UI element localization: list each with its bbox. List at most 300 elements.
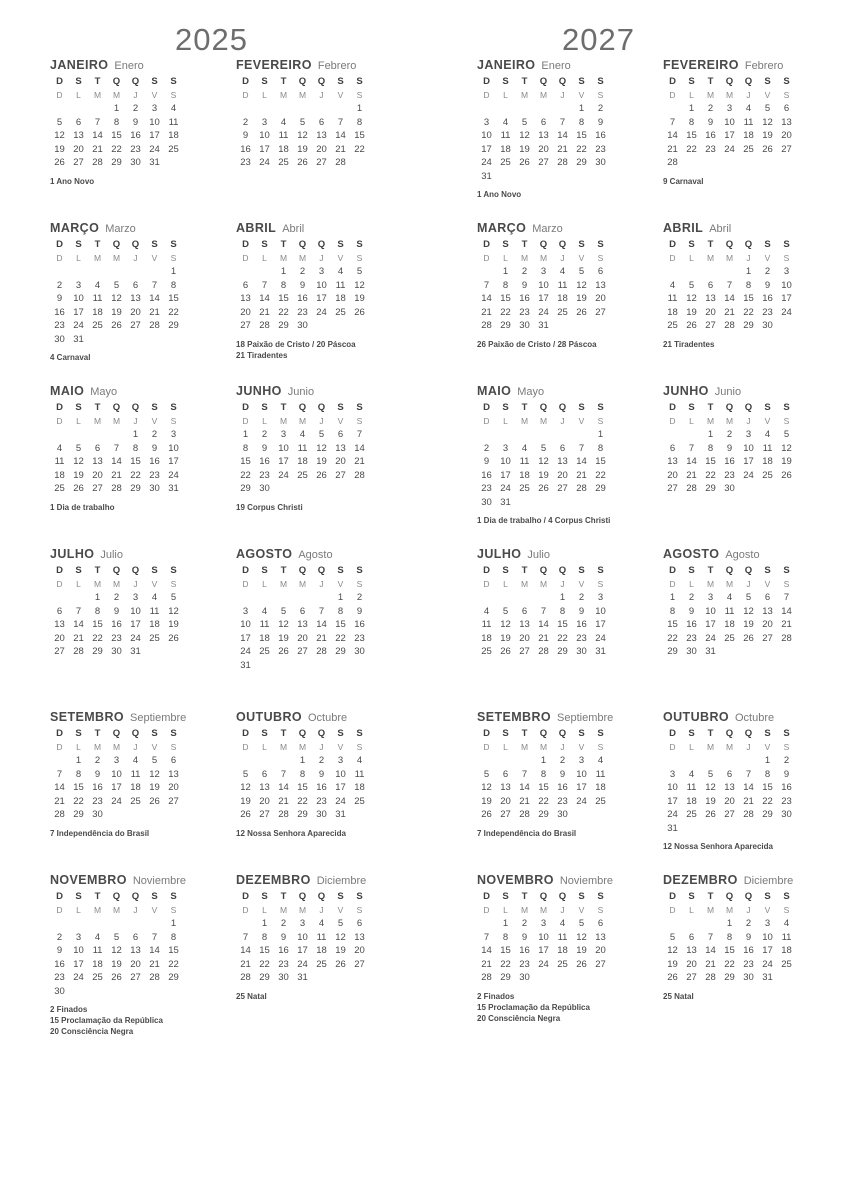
- day-cell[interactable]: 16: [297, 293, 308, 305]
- day-cell[interactable]: 26: [168, 632, 179, 644]
- day-cell[interactable]: 5: [75, 442, 82, 454]
- day-cell[interactable]: 23: [278, 958, 289, 970]
- day-cell[interactable]: 14: [724, 293, 735, 305]
- day-cell[interactable]: 6: [261, 768, 268, 780]
- day-cell[interactable]: 8: [356, 116, 363, 128]
- day-cell[interactable]: 18: [500, 143, 511, 155]
- day-cell[interactable]: 12: [335, 931, 346, 943]
- day-cell[interactable]: 23: [686, 632, 697, 644]
- day-cell[interactable]: 23: [354, 632, 365, 644]
- day-cell[interactable]: 5: [502, 605, 509, 617]
- day-cell[interactable]: 21: [354, 456, 365, 468]
- day-cell[interactable]: 8: [94, 605, 101, 617]
- day-cell[interactable]: 9: [94, 768, 101, 780]
- day-cell[interactable]: 11: [130, 768, 141, 780]
- day-cell[interactable]: 12: [576, 279, 587, 291]
- day-cell[interactable]: 16: [705, 130, 716, 142]
- day-cell[interactable]: 29: [73, 809, 84, 821]
- day-cell[interactable]: 24: [335, 795, 346, 807]
- day-cell[interactable]: 17: [168, 456, 179, 468]
- day-cell[interactable]: 7: [261, 279, 268, 291]
- day-cell[interactable]: 25: [259, 646, 270, 658]
- day-cell[interactable]: 30: [519, 320, 530, 332]
- day-cell[interactable]: 15: [557, 619, 568, 631]
- day-cell[interactable]: 14: [149, 945, 160, 957]
- day-cell[interactable]: 18: [316, 945, 327, 957]
- day-cell[interactable]: 10: [297, 931, 308, 943]
- day-cell[interactable]: 2: [151, 429, 158, 441]
- day-cell[interactable]: 1: [745, 266, 752, 278]
- day-cell[interactable]: 28: [240, 972, 251, 984]
- day-cell[interactable]: 14: [557, 130, 568, 142]
- day-cell[interactable]: 21: [557, 143, 568, 155]
- day-cell[interactable]: 3: [242, 605, 249, 617]
- day-cell[interactable]: 14: [481, 293, 492, 305]
- day-cell[interactable]: 23: [557, 795, 568, 807]
- day-cell[interactable]: 25: [743, 143, 754, 155]
- day-cell[interactable]: 15: [335, 619, 346, 631]
- day-cell[interactable]: 9: [707, 116, 714, 128]
- day-cell[interactable]: 6: [132, 279, 139, 291]
- day-cell[interactable]: 5: [669, 931, 676, 943]
- day-cell[interactable]: 22: [259, 958, 270, 970]
- day-cell[interactable]: 9: [318, 768, 325, 780]
- day-cell[interactable]: 6: [540, 116, 547, 128]
- day-cell[interactable]: 14: [519, 782, 530, 794]
- day-cell[interactable]: 15: [595, 456, 606, 468]
- day-cell[interactable]: 26: [500, 646, 511, 658]
- day-cell[interactable]: 31: [297, 972, 308, 984]
- day-cell[interactable]: 12: [705, 782, 716, 794]
- day-cell[interactable]: 29: [297, 809, 308, 821]
- day-cell[interactable]: 19: [686, 306, 697, 318]
- day-cell[interactable]: 5: [578, 918, 585, 930]
- day-cell[interactable]: 17: [705, 619, 716, 631]
- day-cell[interactable]: 10: [595, 605, 606, 617]
- day-cell[interactable]: 11: [557, 931, 568, 943]
- day-cell[interactable]: 22: [686, 143, 697, 155]
- day-cell[interactable]: 5: [151, 755, 158, 767]
- day-cell[interactable]: 11: [316, 931, 327, 943]
- day-cell[interactable]: 11: [595, 768, 606, 780]
- day-cell[interactable]: 19: [54, 143, 65, 155]
- day-cell[interactable]: 17: [316, 293, 327, 305]
- day-cell[interactable]: 19: [519, 143, 530, 155]
- day-cell[interactable]: 15: [686, 130, 697, 142]
- day-cell[interactable]: 11: [743, 116, 754, 128]
- day-cell[interactable]: 1: [94, 592, 101, 604]
- day-cell[interactable]: 28: [54, 809, 65, 821]
- day-cell[interactable]: 31: [595, 646, 606, 658]
- day-cell[interactable]: 17: [576, 782, 587, 794]
- day-cell[interactable]: 1: [75, 755, 82, 767]
- day-cell[interactable]: 3: [745, 429, 752, 441]
- day-cell[interactable]: 1: [113, 103, 120, 115]
- day-cell[interactable]: 10: [500, 456, 511, 468]
- day-cell[interactable]: 11: [149, 605, 160, 617]
- day-cell[interactable]: 17: [130, 619, 141, 631]
- day-cell[interactable]: 26: [538, 483, 549, 495]
- day-cell[interactable]: 14: [481, 945, 492, 957]
- day-cell[interactable]: 15: [297, 782, 308, 794]
- day-cell[interactable]: 2: [261, 429, 268, 441]
- day-cell[interactable]: 17: [667, 795, 678, 807]
- day-cell[interactable]: 17: [149, 130, 160, 142]
- day-cell[interactable]: 6: [170, 755, 177, 767]
- day-cell[interactable]: 12: [500, 619, 511, 631]
- day-cell[interactable]: 26: [686, 320, 697, 332]
- day-cell[interactable]: 15: [130, 456, 141, 468]
- day-cell[interactable]: 18: [686, 795, 697, 807]
- day-cell[interactable]: 2: [242, 116, 249, 128]
- day-cell[interactable]: 21: [92, 143, 103, 155]
- day-cell[interactable]: 6: [242, 279, 249, 291]
- day-cell[interactable]: 8: [170, 931, 177, 943]
- day-cell[interactable]: 29: [111, 157, 122, 169]
- day-cell[interactable]: 2: [318, 755, 325, 767]
- day-cell[interactable]: 18: [743, 130, 754, 142]
- day-cell[interactable]: 2: [559, 755, 566, 767]
- day-cell[interactable]: 31: [240, 659, 251, 671]
- day-cell[interactable]: 19: [576, 945, 587, 957]
- day-cell[interactable]: 21: [576, 469, 587, 481]
- day-cell[interactable]: 2: [783, 755, 790, 767]
- day-cell[interactable]: 30: [557, 809, 568, 821]
- day-cell[interactable]: 1: [132, 429, 139, 441]
- day-cell[interactable]: 19: [168, 619, 179, 631]
- day-cell[interactable]: 23: [519, 958, 530, 970]
- day-cell[interactable]: 27: [500, 809, 511, 821]
- day-cell[interactable]: 13: [595, 279, 606, 291]
- day-cell[interactable]: 17: [538, 945, 549, 957]
- day-cell[interactable]: 4: [132, 755, 139, 767]
- day-cell[interactable]: 9: [242, 130, 249, 142]
- day-cell[interactable]: 16: [557, 782, 568, 794]
- day-cell[interactable]: 27: [316, 157, 327, 169]
- day-cell[interactable]: 1: [764, 755, 771, 767]
- day-cell[interactable]: 23: [724, 469, 735, 481]
- day-cell[interactable]: 18: [781, 945, 792, 957]
- day-cell[interactable]: 30: [781, 809, 792, 821]
- day-cell[interactable]: 7: [318, 605, 325, 617]
- day-cell[interactable]: 13: [500, 782, 511, 794]
- day-cell[interactable]: 3: [132, 592, 139, 604]
- day-cell[interactable]: 28: [481, 972, 492, 984]
- day-cell[interactable]: 7: [688, 442, 695, 454]
- day-cell[interactable]: 31: [500, 496, 511, 508]
- day-cell[interactable]: 26: [481, 809, 492, 821]
- day-cell[interactable]: 30: [354, 646, 365, 658]
- day-cell[interactable]: 8: [726, 931, 733, 943]
- day-cell[interactable]: 23: [149, 469, 160, 481]
- day-cell[interactable]: 30: [481, 496, 492, 508]
- day-cell[interactable]: 26: [576, 306, 587, 318]
- day-cell[interactable]: 25: [481, 646, 492, 658]
- day-cell[interactable]: 27: [538, 157, 549, 169]
- day-cell[interactable]: 20: [130, 306, 141, 318]
- day-cell[interactable]: 28: [149, 320, 160, 332]
- day-cell[interactable]: 3: [597, 592, 604, 604]
- day-cell[interactable]: 19: [111, 958, 122, 970]
- day-cell[interactable]: 29: [130, 483, 141, 495]
- day-cell[interactable]: 18: [259, 632, 270, 644]
- day-cell[interactable]: 9: [521, 279, 528, 291]
- day-cell[interactable]: 30: [149, 483, 160, 495]
- day-cell[interactable]: 7: [483, 279, 490, 291]
- day-cell[interactable]: 17: [278, 456, 289, 468]
- day-cell[interactable]: 30: [316, 809, 327, 821]
- day-cell[interactable]: 27: [595, 306, 606, 318]
- day-cell[interactable]: 29: [557, 646, 568, 658]
- day-cell[interactable]: 13: [705, 293, 716, 305]
- day-cell[interactable]: 10: [335, 768, 346, 780]
- day-cell[interactable]: 17: [73, 306, 84, 318]
- day-cell[interactable]: 27: [595, 958, 606, 970]
- day-cell[interactable]: 24: [111, 795, 122, 807]
- day-cell[interactable]: 25: [92, 972, 103, 984]
- day-cell[interactable]: 5: [56, 116, 63, 128]
- day-cell[interactable]: 1: [261, 918, 268, 930]
- day-cell[interactable]: 12: [781, 442, 792, 454]
- day-cell[interactable]: 23: [595, 143, 606, 155]
- day-cell[interactable]: 2: [521, 266, 528, 278]
- day-cell[interactable]: 13: [335, 442, 346, 454]
- day-cell[interactable]: 20: [354, 945, 365, 957]
- day-cell[interactable]: 9: [151, 442, 158, 454]
- day-cell[interactable]: 28: [149, 972, 160, 984]
- day-cell[interactable]: 1: [578, 103, 585, 115]
- day-cell[interactable]: 11: [354, 768, 365, 780]
- day-cell[interactable]: 4: [726, 592, 733, 604]
- day-cell[interactable]: 19: [762, 130, 773, 142]
- day-cell[interactable]: 5: [764, 103, 771, 115]
- day-cell[interactable]: 22: [595, 469, 606, 481]
- day-cell[interactable]: 14: [316, 619, 327, 631]
- day-cell[interactable]: 10: [724, 116, 735, 128]
- day-cell[interactable]: 12: [149, 768, 160, 780]
- day-cell[interactable]: 25: [130, 795, 141, 807]
- day-cell[interactable]: 9: [113, 605, 120, 617]
- day-cell[interactable]: 23: [92, 795, 103, 807]
- day-cell[interactable]: 1: [502, 918, 509, 930]
- day-cell[interactable]: 19: [481, 795, 492, 807]
- day-cell[interactable]: 24: [297, 958, 308, 970]
- day-cell[interactable]: 8: [559, 605, 566, 617]
- day-cell[interactable]: 14: [705, 945, 716, 957]
- day-cell[interactable]: 8: [707, 442, 714, 454]
- day-cell[interactable]: 13: [259, 782, 270, 794]
- day-cell[interactable]: 21: [54, 795, 65, 807]
- day-cell[interactable]: 23: [705, 143, 716, 155]
- day-cell[interactable]: 16: [686, 619, 697, 631]
- day-cell[interactable]: 7: [726, 279, 733, 291]
- day-cell[interactable]: 27: [130, 972, 141, 984]
- day-cell[interactable]: 17: [240, 632, 251, 644]
- day-cell[interactable]: 16: [743, 945, 754, 957]
- day-cell[interactable]: 31: [705, 646, 716, 658]
- day-cell[interactable]: 20: [54, 632, 65, 644]
- day-cell[interactable]: 21: [781, 619, 792, 631]
- day-cell[interactable]: 24: [168, 469, 179, 481]
- day-cell[interactable]: 22: [278, 306, 289, 318]
- day-cell[interactable]: 20: [92, 469, 103, 481]
- day-cell[interactable]: 20: [595, 945, 606, 957]
- day-cell[interactable]: 10: [538, 279, 549, 291]
- day-cell[interactable]: 17: [762, 945, 773, 957]
- day-cell[interactable]: 11: [500, 130, 511, 142]
- day-cell[interactable]: 7: [75, 605, 82, 617]
- day-cell[interactable]: 22: [538, 795, 549, 807]
- day-cell[interactable]: 5: [688, 279, 695, 291]
- day-cell[interactable]: 29: [240, 483, 251, 495]
- day-cell[interactable]: 9: [559, 768, 566, 780]
- day-cell[interactable]: 24: [278, 469, 289, 481]
- day-cell[interactable]: 16: [259, 456, 270, 468]
- day-cell[interactable]: 27: [781, 143, 792, 155]
- day-cell[interactable]: 29: [576, 157, 587, 169]
- day-cell[interactable]: 20: [538, 143, 549, 155]
- day-cell[interactable]: 9: [299, 279, 306, 291]
- day-cell[interactable]: 5: [280, 605, 287, 617]
- day-cell[interactable]: 14: [278, 782, 289, 794]
- day-cell[interactable]: 26: [111, 320, 122, 332]
- day-cell[interactable]: 14: [743, 782, 754, 794]
- day-cell[interactable]: 29: [259, 972, 270, 984]
- day-cell[interactable]: 25: [724, 632, 735, 644]
- day-cell[interactable]: 2: [745, 918, 752, 930]
- day-cell[interactable]: 5: [242, 768, 249, 780]
- day-cell[interactable]: 16: [54, 306, 65, 318]
- day-cell[interactable]: 28: [686, 483, 697, 495]
- day-cell[interactable]: 3: [151, 103, 158, 115]
- day-cell[interactable]: 5: [745, 592, 752, 604]
- day-cell[interactable]: 10: [316, 279, 327, 291]
- day-cell[interactable]: 21: [149, 306, 160, 318]
- day-cell[interactable]: 16: [724, 456, 735, 468]
- day-cell[interactable]: 24: [240, 646, 251, 658]
- day-cell[interactable]: 13: [316, 130, 327, 142]
- day-cell[interactable]: 15: [168, 293, 179, 305]
- day-cell[interactable]: 4: [261, 605, 268, 617]
- day-cell[interactable]: 4: [688, 768, 695, 780]
- day-cell[interactable]: 7: [578, 442, 585, 454]
- day-cell[interactable]: 2: [578, 592, 585, 604]
- day-cell[interactable]: 25: [557, 958, 568, 970]
- day-cell[interactable]: 22: [500, 958, 511, 970]
- day-cell[interactable]: 6: [299, 605, 306, 617]
- day-cell[interactable]: 7: [745, 768, 752, 780]
- day-cell[interactable]: 5: [113, 931, 120, 943]
- day-cell[interactable]: 19: [297, 143, 308, 155]
- day-cell[interactable]: 24: [538, 958, 549, 970]
- day-cell[interactable]: 14: [686, 456, 697, 468]
- day-cell[interactable]: 8: [502, 279, 509, 291]
- day-cell[interactable]: 20: [335, 456, 346, 468]
- day-cell[interactable]: 9: [132, 116, 139, 128]
- day-cell[interactable]: 16: [481, 469, 492, 481]
- day-cell[interactable]: 26: [111, 972, 122, 984]
- day-cell[interactable]: 2: [521, 918, 528, 930]
- day-cell[interactable]: 16: [781, 782, 792, 794]
- day-cell[interactable]: 21: [240, 958, 251, 970]
- day-cell[interactable]: 31: [73, 333, 84, 345]
- day-cell[interactable]: 3: [75, 931, 82, 943]
- day-cell[interactable]: 26: [705, 809, 716, 821]
- day-cell[interactable]: 7: [540, 605, 547, 617]
- day-cell[interactable]: 14: [92, 130, 103, 142]
- day-cell[interactable]: 20: [781, 130, 792, 142]
- day-cell[interactable]: 13: [354, 931, 365, 943]
- day-cell[interactable]: 16: [54, 958, 65, 970]
- day-cell[interactable]: 24: [259, 157, 270, 169]
- day-cell[interactable]: 22: [73, 795, 84, 807]
- day-cell[interactable]: 18: [557, 293, 568, 305]
- day-cell[interactable]: 12: [667, 945, 678, 957]
- day-cell[interactable]: 5: [483, 768, 490, 780]
- day-cell[interactable]: 29: [743, 320, 754, 332]
- day-cell[interactable]: 2: [597, 103, 604, 115]
- day-cell[interactable]: 20: [500, 795, 511, 807]
- day-cell[interactable]: 9: [56, 293, 63, 305]
- day-cell[interactable]: 1: [356, 103, 363, 115]
- day-cell[interactable]: 5: [337, 918, 344, 930]
- day-cell[interactable]: 4: [151, 592, 158, 604]
- day-cell[interactable]: 13: [557, 456, 568, 468]
- day-cell[interactable]: 24: [705, 632, 716, 644]
- day-cell[interactable]: 11: [519, 456, 530, 468]
- day-cell[interactable]: 2: [56, 931, 63, 943]
- day-cell[interactable]: 8: [170, 279, 177, 291]
- day-cell[interactable]: 3: [337, 755, 344, 767]
- day-cell[interactable]: 10: [240, 619, 251, 631]
- day-cell[interactable]: 2: [280, 918, 287, 930]
- day-cell[interactable]: 28: [335, 157, 346, 169]
- day-cell[interactable]: 9: [688, 605, 695, 617]
- day-cell[interactable]: 29: [667, 646, 678, 658]
- day-cell[interactable]: 11: [278, 130, 289, 142]
- day-cell[interactable]: 21: [538, 632, 549, 644]
- day-cell[interactable]: 20: [705, 306, 716, 318]
- day-cell[interactable]: 24: [743, 469, 754, 481]
- day-cell[interactable]: 23: [743, 958, 754, 970]
- day-cell[interactable]: 12: [240, 782, 251, 794]
- day-cell[interactable]: 21: [481, 306, 492, 318]
- day-cell[interactable]: 3: [669, 768, 676, 780]
- day-cell[interactable]: 12: [743, 605, 754, 617]
- day-cell[interactable]: 13: [73, 130, 84, 142]
- day-cell[interactable]: 9: [764, 279, 771, 291]
- day-cell[interactable]: 1: [726, 918, 733, 930]
- day-cell[interactable]: 18: [595, 782, 606, 794]
- day-cell[interactable]: 12: [354, 279, 365, 291]
- day-cell[interactable]: 28: [724, 320, 735, 332]
- day-cell[interactable]: 22: [92, 632, 103, 644]
- day-cell[interactable]: 16: [595, 130, 606, 142]
- day-cell[interactable]: 21: [686, 469, 697, 481]
- day-cell[interactable]: 27: [168, 795, 179, 807]
- day-cell[interactable]: 4: [669, 279, 676, 291]
- day-cell[interactable]: 8: [669, 605, 676, 617]
- day-cell[interactable]: 31: [130, 646, 141, 658]
- day-cell[interactable]: 29: [724, 972, 735, 984]
- day-cell[interactable]: 11: [92, 945, 103, 957]
- day-cell[interactable]: 17: [481, 143, 492, 155]
- day-cell[interactable]: 16: [354, 619, 365, 631]
- day-cell[interactable]: 29: [92, 646, 103, 658]
- day-cell[interactable]: 24: [576, 795, 587, 807]
- day-cell[interactable]: 10: [705, 605, 716, 617]
- day-cell[interactable]: 14: [111, 456, 122, 468]
